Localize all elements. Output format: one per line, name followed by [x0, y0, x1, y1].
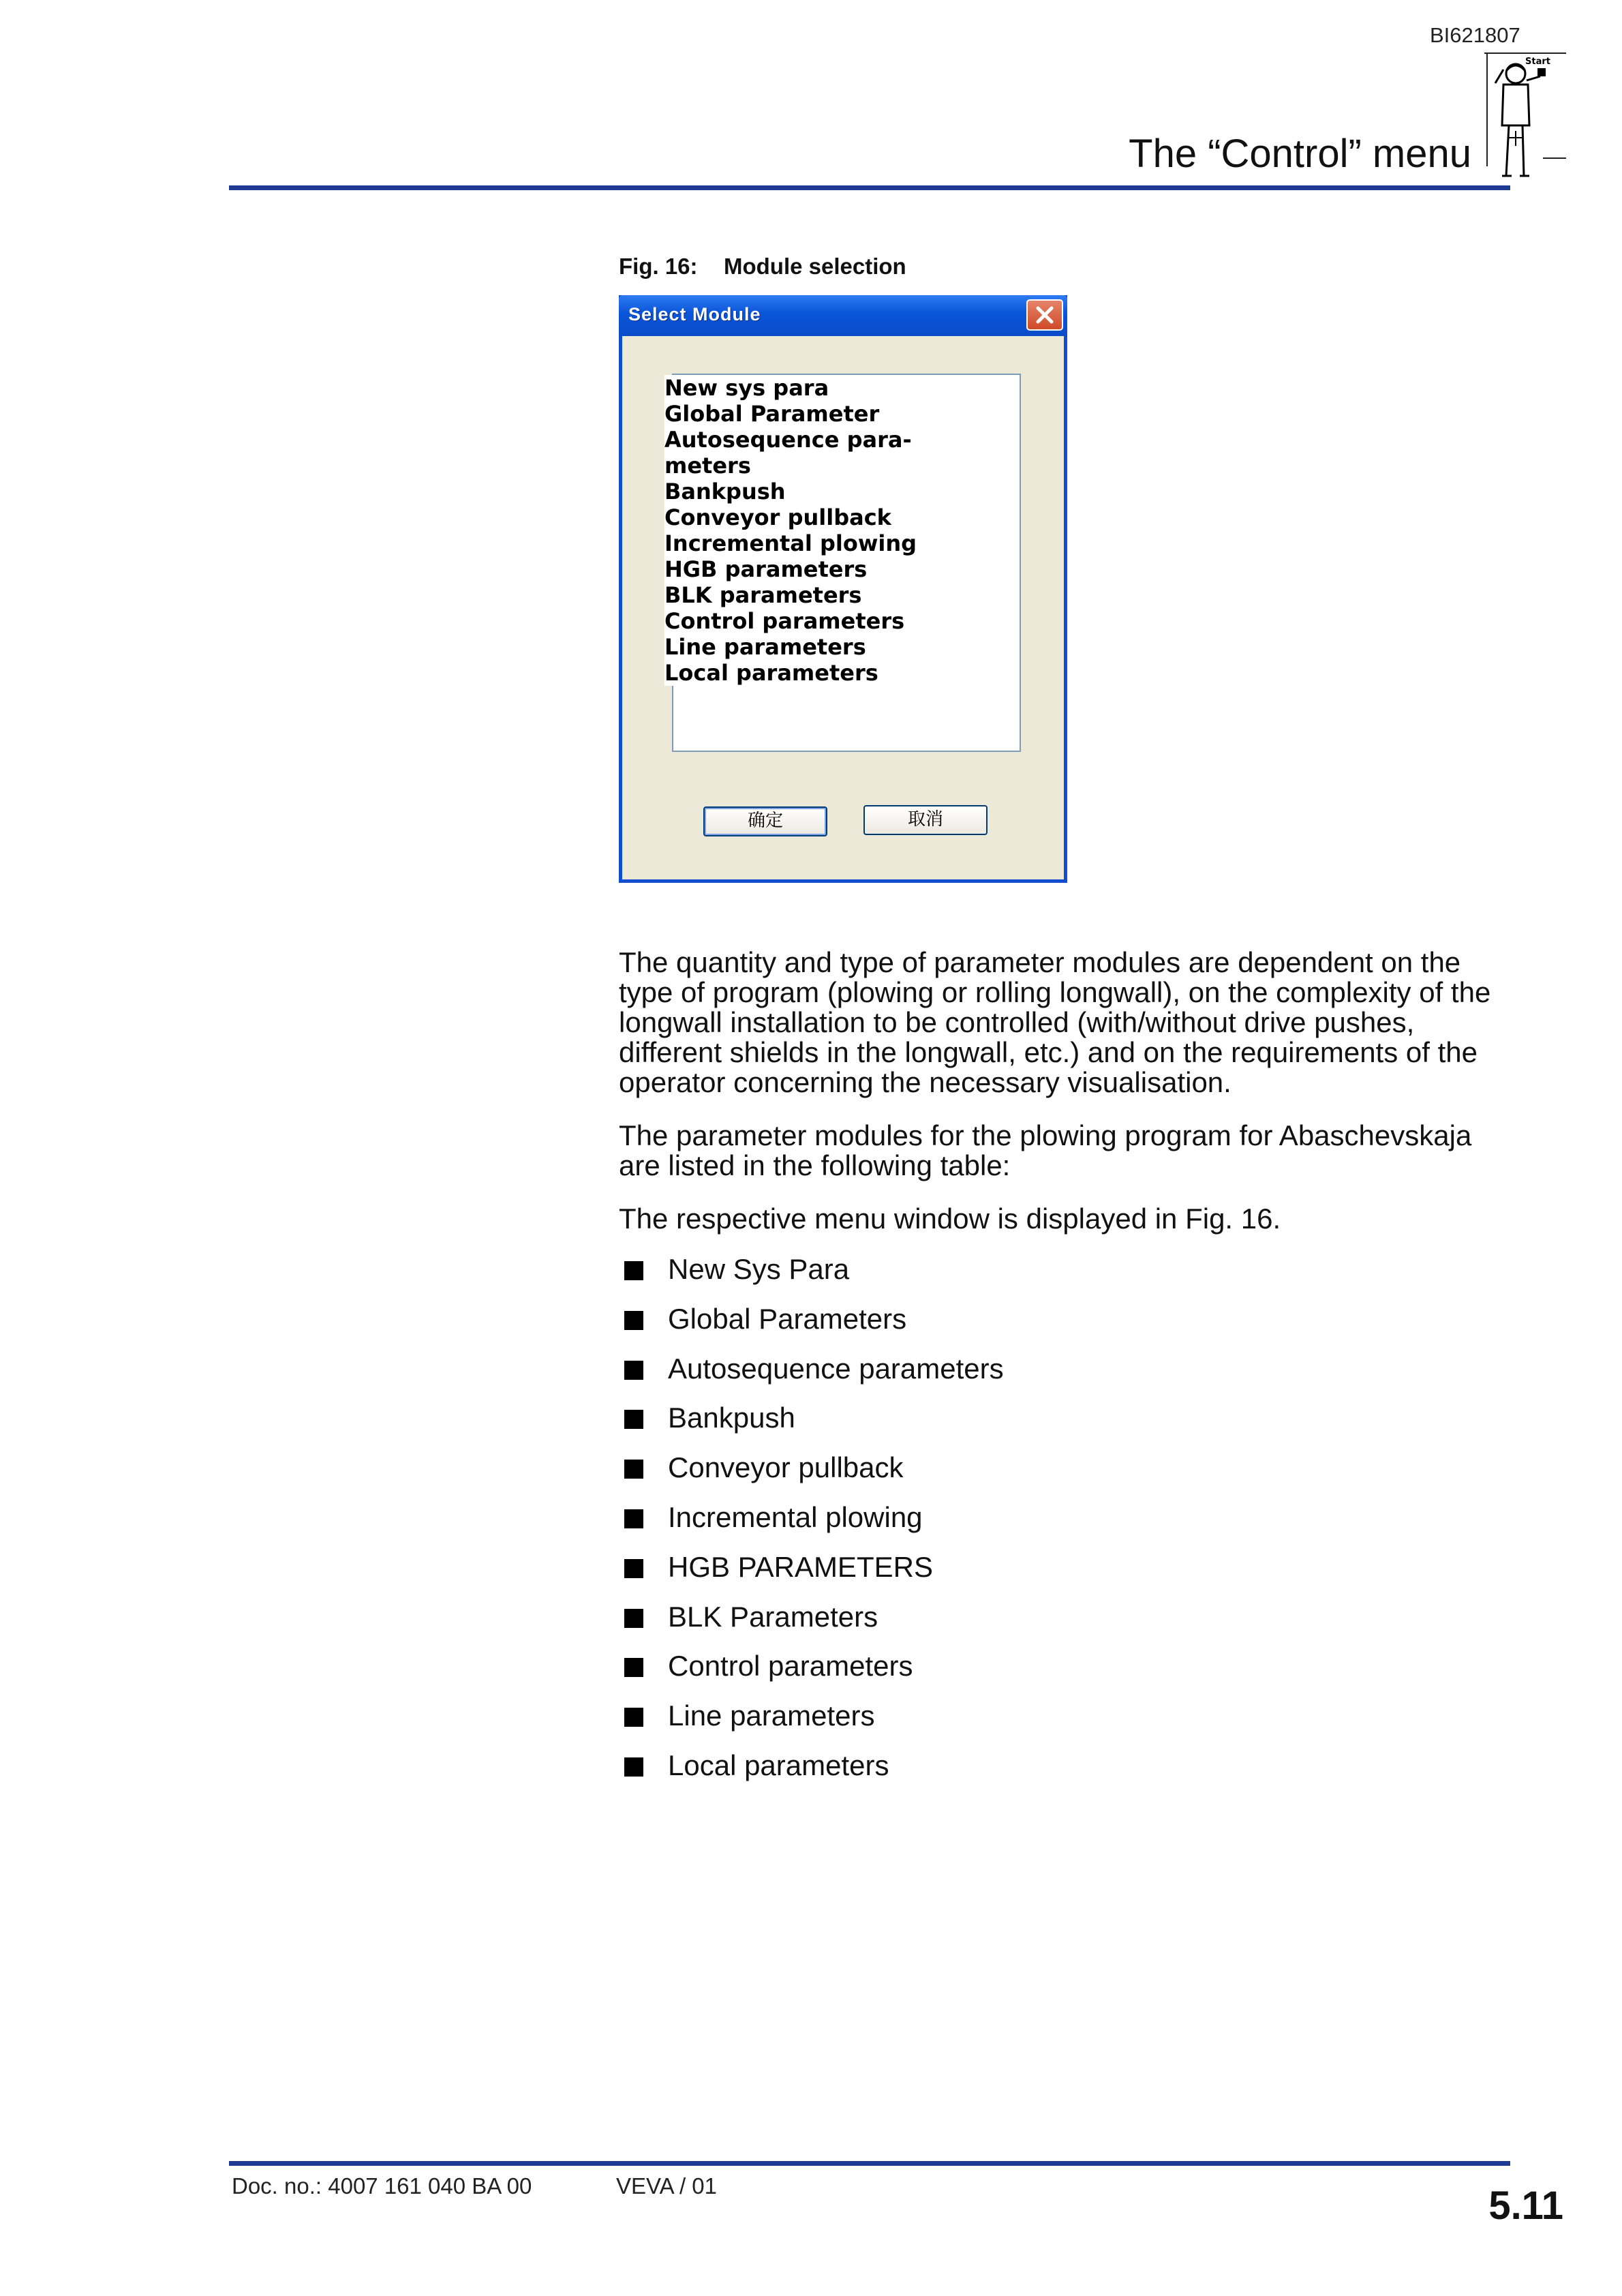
figure-caption [619, 254, 906, 280]
select-module-dialog [619, 295, 1067, 883]
bullet-square-icon [624, 1509, 643, 1528]
bullet-text: Incremental plowing [668, 1500, 923, 1533]
bullet-square-icon [624, 1311, 643, 1330]
list-item[interactable]: meters [664, 453, 751, 479]
bullet-text: HGB PARAMETERS [668, 1550, 933, 1583]
bullet-text: Local parameters [668, 1749, 889, 1781]
list-item[interactable]: Control parameters [664, 608, 905, 634]
start-label: Start [1525, 57, 1550, 67]
start-figure-logo [1482, 50, 1567, 187]
list-item[interactable]: Autosequence para- [664, 427, 912, 453]
bullet-square-icon [624, 1708, 643, 1727]
bullet-text: BLK Parameters [668, 1600, 878, 1633]
list-item[interactable]: Global Parameter [664, 401, 880, 427]
close-button[interactable] [1026, 299, 1063, 331]
header-rule [229, 185, 1510, 190]
bullet-text: Bankpush [668, 1402, 795, 1434]
ok-button[interactable]: 确定 [703, 806, 827, 836]
bullet-square-icon [624, 1658, 643, 1677]
modules-paragraph: The parameter modules for the plowing program for Abaschevskaja are listed in the following table: [619, 1119, 1472, 1181]
list-item[interactable]: Bankpush [664, 479, 786, 504]
list-item[interactable]: Conveyor pullback [664, 504, 891, 530]
close-icon [1034, 305, 1056, 325]
bullet-square-icon [624, 1609, 643, 1628]
dialog-titlebar[interactable] [619, 295, 1067, 336]
bullet-text: Autosequence parameters [668, 1352, 1004, 1385]
footer-rule [229, 2161, 1510, 2166]
bullet-square-icon [624, 1757, 643, 1777]
list-item[interactable]: Local parameters [664, 660, 878, 686]
list-item[interactable]: BLK parameters [664, 582, 862, 608]
cancel-button[interactable]: 取消 [863, 805, 988, 835]
figure-title: Module selection [724, 254, 906, 279]
bullet-square-icon [624, 1361, 643, 1380]
bullet-text: Global Parameters [668, 1302, 907, 1335]
chapter-title: The “Control” menu [1129, 132, 1471, 176]
document-number: Doc. no.: 4007 161 040 BA 00 [232, 2173, 532, 2199]
list-item[interactable]: New sys para [664, 375, 829, 401]
bullet-text: New Sys Para [668, 1253, 850, 1285]
bullet-square-icon [624, 1410, 643, 1429]
list-item[interactable]: Line parameters [664, 634, 866, 660]
figure-reference-paragraph: The respective menu window is displayed in Fig. 16. [619, 1203, 1281, 1235]
page-number: 5.11 [1488, 2184, 1563, 2228]
module-list-items [664, 375, 923, 686]
document-id: BI621807 [1430, 23, 1520, 47]
revision: VEVA / 01 [616, 2173, 717, 2199]
figure-number: Fig. 16: [619, 254, 698, 279]
intro-paragraph: The quantity and type of parameter modules are dependent on the type of program (plowing or rolling longwall), on the complexity of the longwall installation to be controlled (with/without drive pushes, different shields in the longwall, etc.) and on the requirements of the operator concerning the necessary visualisation. [619, 946, 1491, 1098]
bullet-square-icon [624, 1460, 643, 1479]
bullet-square-icon [624, 1559, 643, 1578]
bullet-text: Conveyor pullback [668, 1451, 904, 1484]
bullet-text: Line parameters [668, 1700, 875, 1732]
bullet-square-icon [624, 1261, 643, 1280]
list-item[interactable]: Incremental plowing [664, 530, 917, 556]
bullet-text: Control parameters [668, 1650, 913, 1682]
list-item[interactable]: HGB parameters [664, 556, 868, 582]
dialog-title: Select Module [628, 304, 761, 324]
